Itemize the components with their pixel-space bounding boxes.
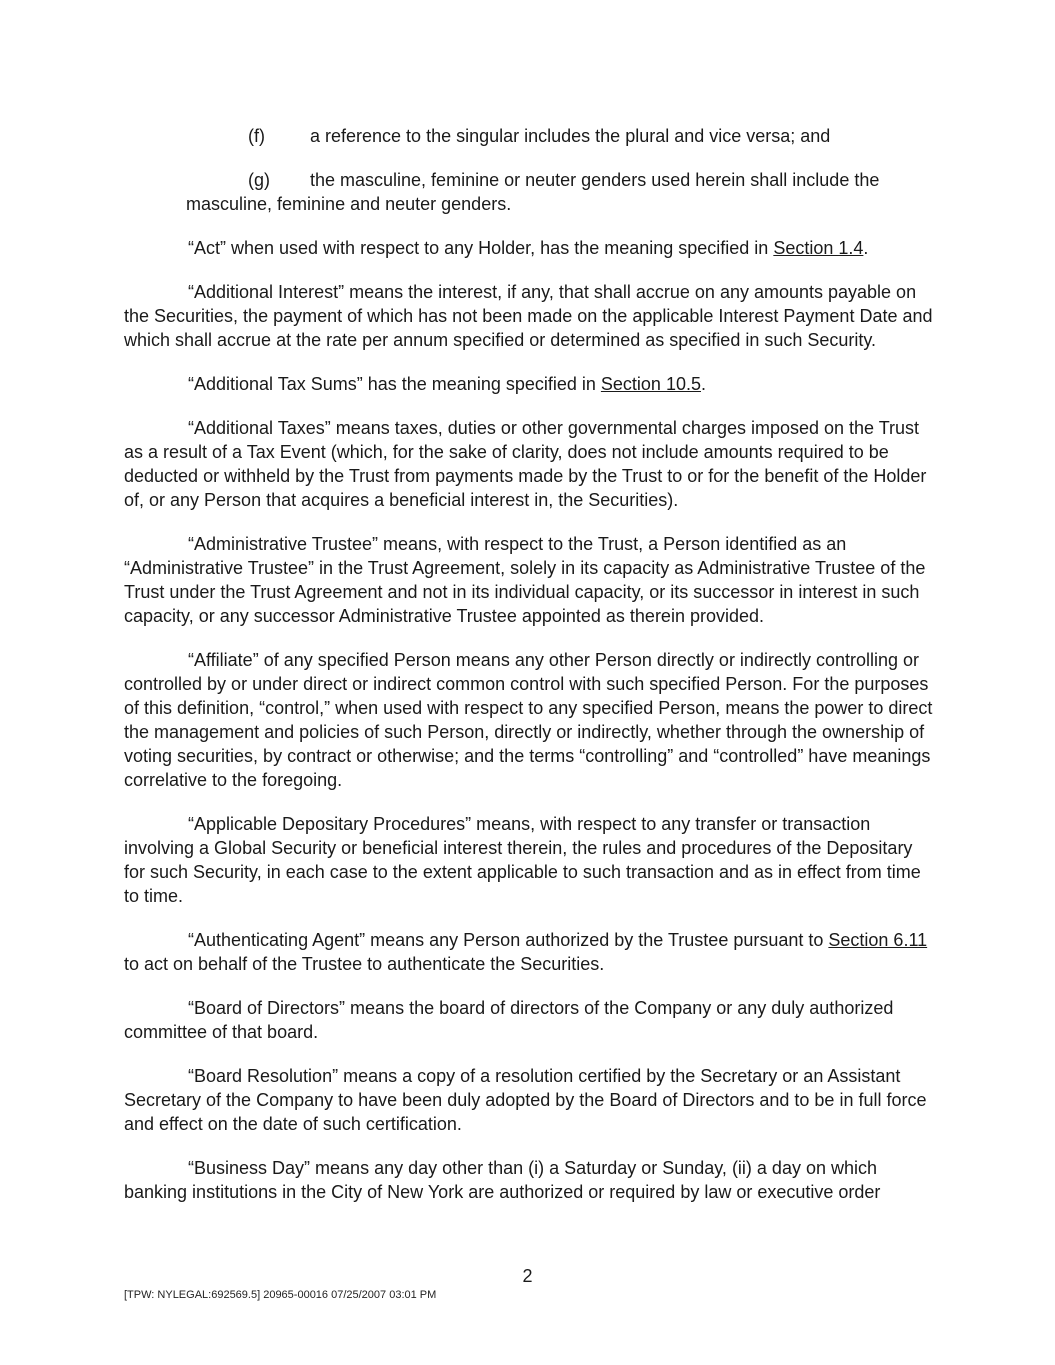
definition-authenticating-agent (124, 928, 936, 976)
definition-text: “Act” when used with respect to any Holder, has the meaning specified in (188, 238, 774, 258)
definition-text: . (863, 238, 869, 258)
definition-applicable-depositary-procedures: “Applicable Depositary Procedures” means, with respect to any transfer or transaction involving a Global Security or beneficial interest therein, the rules and procedures of the Depositary for such Security, in each case to the extent applicable to such transaction and as in effect from time to time. (124, 814, 921, 906)
definition-additional-tax-sums (124, 372, 936, 396)
section-reference-link[interactable]: Section 1.4 (773, 238, 864, 258)
definition-administrative-trustee: “Administrative Trustee” means, with respect to the Trust, a Person identified as an “Administrative Trustee” in the Trust Agreement, solely in its capacity as Administrative Trustee of the Trust under the Trust Agreement and not in its individual capacity, or its successor in interest in such capacity, or any successor Administrative Trustee appointed as therein provided. (124, 534, 926, 626)
definition-text: to act on behalf of the Trustee to authenticate the Securities. (124, 954, 605, 974)
definition-text: . (700, 374, 706, 394)
list-item-g (124, 168, 936, 216)
list-enumerator: (f) (248, 126, 265, 146)
definition-business-day: “Business Day” means any day other than (i) a Saturday or Sunday, (ii) a day on which banking institutions in the City of New York are authorized or required by law or executive order (124, 1158, 881, 1202)
definition-board-resolution: “Board Resolution” means a copy of a resolution certified by the Secretary or an Assistant Secretary of the Company to have been duly adopted by the Board of Directors and to be in full force and effect on the date of such certification. (124, 1066, 927, 1134)
section-reference-link[interactable]: Section 6.11 (828, 930, 928, 950)
list-item-text: the masculine, feminine or neuter genders used herein shall include the masculine, feminine and neuter genders. (186, 170, 880, 214)
section-reference-link[interactable]: Section 10.5 (600, 374, 701, 394)
page-number: 2 (522, 1266, 533, 1286)
list-enumerator: (g) (248, 170, 270, 190)
document-body (124, 124, 936, 1224)
definition-additional-interest: “Additional Interest” means the interest, if any, that shall accrue on any amounts payable on the Securities, the payment of which has not been made on the applicable Interest Payment Date and which shall accrue at the rate per annum specified or determined as specified in such Security. (124, 282, 933, 350)
definition-act (124, 236, 936, 260)
document-footer: [TPW: NYLEGAL:692569.5] 20965-00016 07/25/2007 03:01 PM (124, 1289, 437, 1301)
definition-board-of-directors: “Board of Directors” means the board of directors of the Company or any duly authorized committee of that board. (124, 998, 894, 1042)
list-item-f (124, 124, 936, 148)
list-item-text: a reference to the singular includes the plural and vice versa; and (310, 126, 831, 146)
definition-text: “Additional Tax Sums” has the meaning specified in (188, 374, 601, 394)
definition-text: “Authenticating Agent” means any Person authorized by the Trustee pursuant to (188, 930, 829, 950)
definition-affiliate: “Affiliate” of any specified Person means any other Person directly or indirectly controlling or controlled by or under direct or indirect common control with such specified Person. For the purposes of this definition, “control,” when used with respect to any specified Person, means the power to direct the management and policies of such Person, directly or indirectly, whether through the ownership of voting securities, by contract or otherwise; and the terms “controlling” and “controlled” have meanings correlative to the foregoing. (124, 650, 933, 790)
definition-additional-taxes: “Additional Taxes” means taxes, duties or other governmental charges imposed on the Trust as a result of a Tax Event (which, for the sake of clarity, does not include amounts required to be deducted or withheld by the Trust from payments made by the Trust to or for the benefit of the Holder of, or any Person that acquires a beneficial interest in, the Securities). (124, 418, 927, 510)
